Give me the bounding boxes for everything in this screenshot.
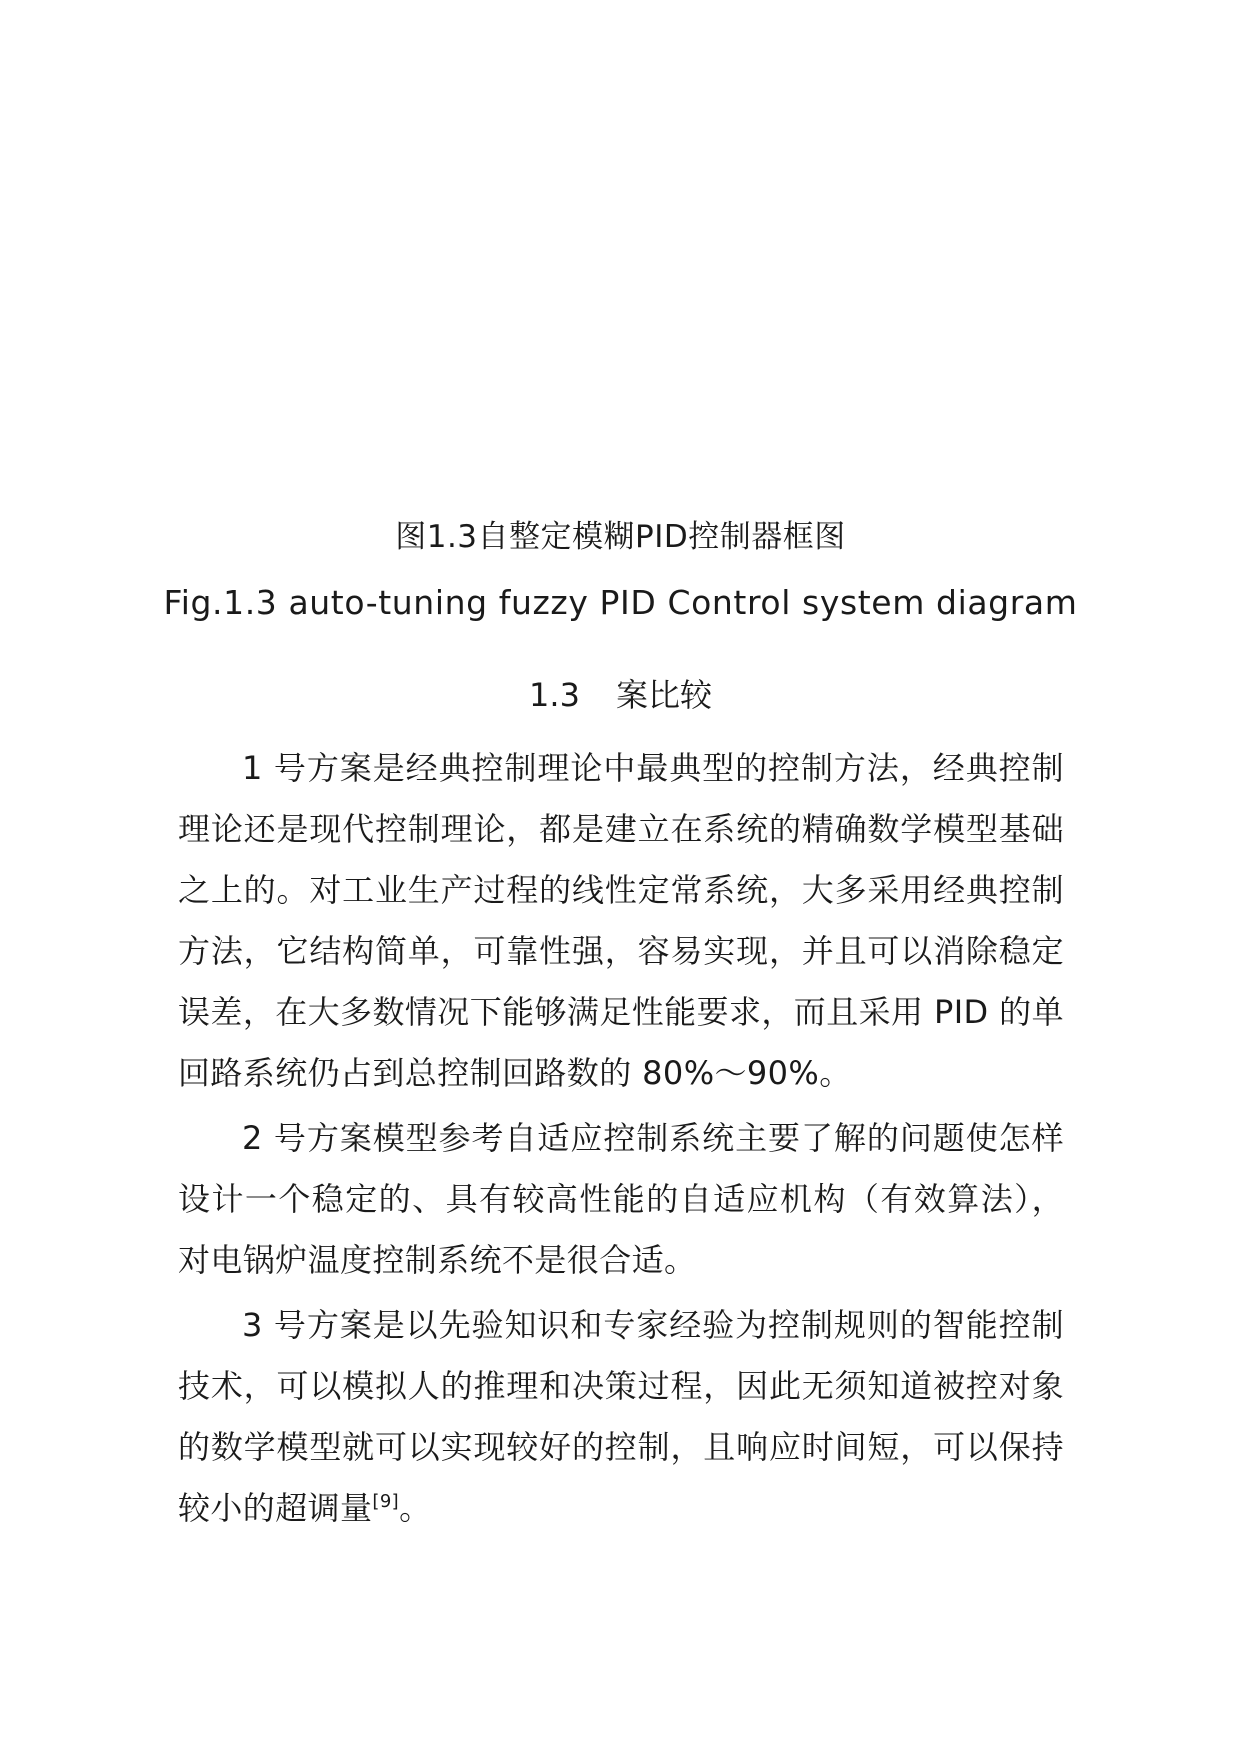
body-text [178,738,1064,1543]
figure-caption-chinese: 图1.3自整定模糊PID控制器框图 [395,519,846,555]
paragraph-scheme-2: 2 号方案模型参考自适应控制系统主要了解的问题使怎样设计一个稳定的、具有较高性能的自适应机构（有效算法），对电锅炉温度控制系统不是很合适。 [178,1119,1064,1279]
paragraph-scheme-1: 1 号方案是经典控制理论中最典型的控制方法，经典控制理论还是现代控制理论，都是建立在系统的精确数学模型基础之上的。对工业生产过程的线性定常系统，大多采用经典控制方法，它结构简单，可靠性强，容易实现，并且可以消除稳定误差，在大多数情况下能够满足性能要求，而且采用 PID 的单回路系统仍占到总控制回路数的 80%～90%。 [178,749,1064,1092]
paragraph-scheme-3-text: 3 号方案是以先验知识和专家经验为控制规则的智能控制技术，可以模拟人的推理和决策过程，因此无须知道被控对象的数学模型就可以实现较好的控制，且响应时间短，可以保持较小的超调量 [178,1306,1064,1527]
citation-reference: [9] [372,1491,400,1512]
paragraph-scheme-3-end: 。 [399,1489,432,1527]
figure-placeholder [178,60,1064,500]
paragraph-scheme-3 [178,1295,1064,1539]
section-number: 1.3 [529,676,580,714]
section-heading [0,672,1241,718]
section-title: 案比较 [615,676,712,714]
figure-caption-english: Fig.1.3 auto-tuning fuzzy PID Control system diagram [163,583,1078,622]
